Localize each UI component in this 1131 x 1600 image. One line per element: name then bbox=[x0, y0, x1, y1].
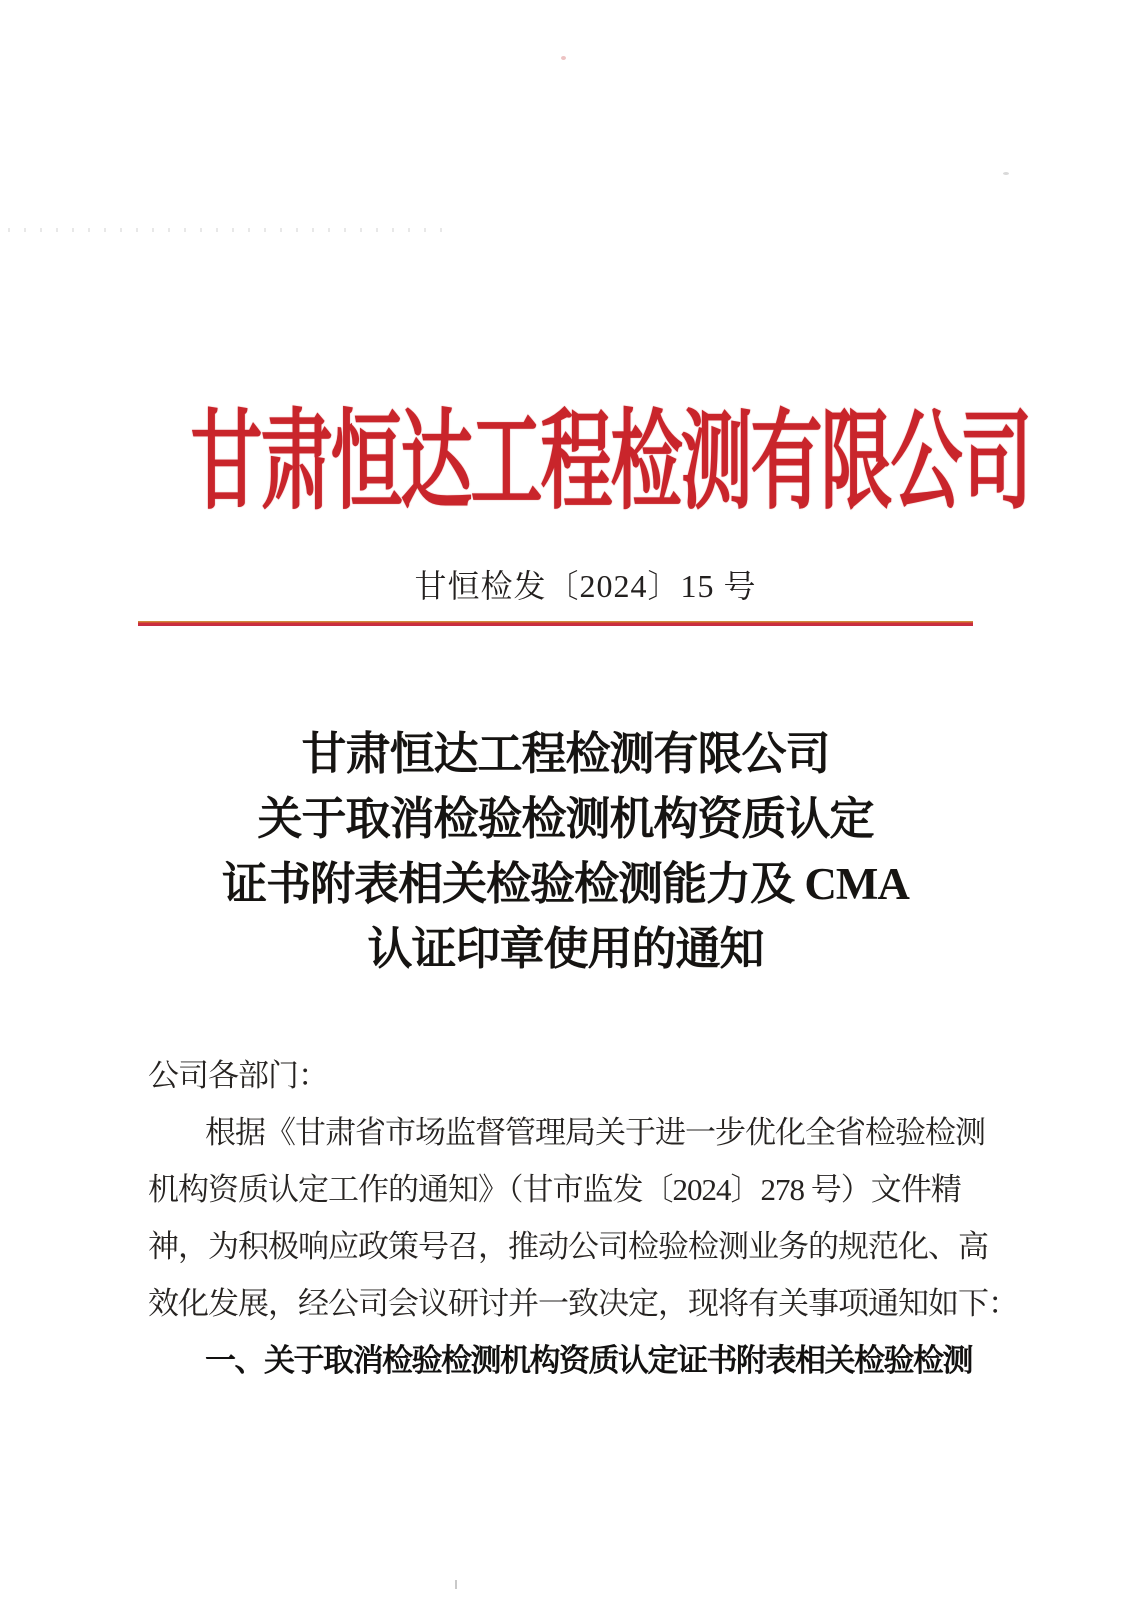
scan-speck bbox=[455, 1580, 457, 1589]
body-line: 神，为积极响应政策号召，推动公司检验检测业务的规范化、高 bbox=[148, 1229, 988, 1264]
scan-speck bbox=[561, 56, 566, 60]
section-heading: 一、关于取消检验检测机构资质认定证书附表相关检验检测 bbox=[205, 1343, 972, 1378]
body-line: 机构资质认定工作的通知》（甘市监发〔2024〕278 号）文件精 bbox=[148, 1172, 961, 1207]
title-line-2: 关于取消检验检测机构资质认定 bbox=[257, 794, 874, 844]
document-number: 甘恒检发〔2024〕15 号 bbox=[414, 568, 757, 604]
body-line: 效化发展，经公司会议研讨并一致决定，现将有关事项通知如下： bbox=[148, 1286, 1018, 1321]
document-title bbox=[0, 722, 1131, 982]
title-line-1: 甘肃恒达工程检测有限公司 bbox=[301, 729, 830, 779]
scan-noise-band bbox=[8, 228, 453, 232]
title-line-4: 认证印章使用的通知 bbox=[367, 924, 764, 974]
document-body bbox=[148, 1047, 1018, 1389]
letterhead-divider-rule bbox=[138, 621, 973, 626]
title-line-3: 证书附表相关检验检测能力及 CMA bbox=[222, 859, 909, 909]
company-letterhead: 甘肃恒达工程检测有限公司 bbox=[190, 402, 1031, 523]
salutation: 公司各部门： bbox=[148, 1058, 328, 1093]
scan-speck bbox=[1003, 172, 1009, 175]
body-line: 根据《甘肃省市场监督管理局关于进一步优化全省检验检测 bbox=[205, 1115, 985, 1150]
